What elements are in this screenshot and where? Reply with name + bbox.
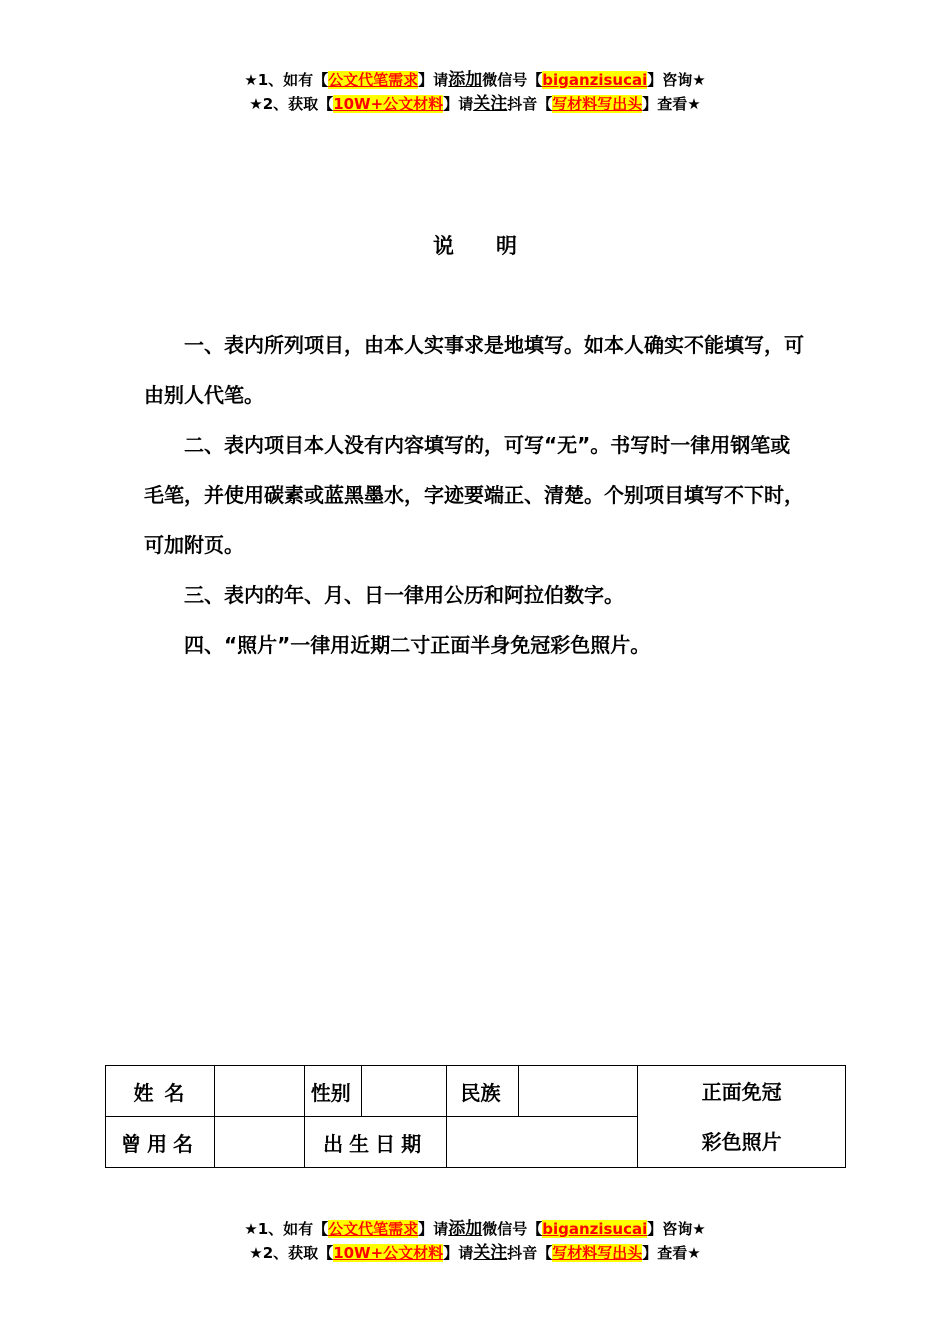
- banner-highlight: 10W+公文材料: [333, 95, 444, 113]
- banner-highlight: biganzisucai: [542, 1220, 648, 1238]
- name-label: 姓 名: [106, 1066, 215, 1117]
- banner-underline: 关注: [473, 94, 508, 114]
- banner-text: 抖音【: [507, 1244, 553, 1262]
- bottom-banner: [0, 1217, 950, 1265]
- birth-date-label: 出生日期: [304, 1117, 446, 1168]
- banner-line-1: [0, 68, 950, 92]
- photo-label-line-1: 正面免冠: [701, 1079, 782, 1104]
- banner-highlight: 写材料写出头: [552, 95, 643, 113]
- banner-text: 】查看★: [642, 95, 701, 113]
- banner-text: 】查看★: [642, 1244, 701, 1262]
- photo-label-line-2: 彩色照片: [701, 1129, 782, 1154]
- banner-highlight: 10W+公文材料: [333, 1244, 444, 1262]
- ethnicity-label: 民族: [446, 1066, 519, 1117]
- name-field[interactable]: [214, 1066, 304, 1117]
- instructions: [144, 320, 808, 670]
- banner-highlight: 写材料写出头: [552, 1244, 643, 1262]
- banner-text: ★2、获取【: [249, 95, 334, 113]
- banner-text: 】请: [443, 1244, 474, 1262]
- banner-text: 】请: [443, 95, 474, 113]
- former-name-field[interactable]: [214, 1117, 304, 1168]
- instruction-paragraph: 三、表内的年、月、日一律用公历和阿拉伯数字。: [184, 583, 624, 607]
- page-title: 说明: [433, 234, 559, 258]
- banner-highlight: 公文代笔需求: [328, 1220, 419, 1238]
- banner-line-1: [0, 1217, 950, 1241]
- birth-date-field[interactable]: [446, 1117, 638, 1168]
- former-name-label: 曾用名: [106, 1117, 215, 1168]
- banner-text: 微信号【: [482, 1220, 543, 1238]
- banner-text: 】咨询★: [647, 71, 706, 89]
- banner-text: 微信号【: [482, 71, 543, 89]
- banner-text: 】请: [418, 71, 449, 89]
- photo-box[interactable]: [638, 1066, 846, 1168]
- banner-line-2: [0, 1241, 950, 1265]
- banner-text: 抖音【: [507, 95, 553, 113]
- banner-text: ★1、如有【: [244, 1220, 329, 1238]
- banner-line-2: [0, 92, 950, 116]
- banner-highlight: biganzisucai: [542, 71, 648, 89]
- banner-text: 】咨询★: [647, 1220, 706, 1238]
- instruction-paragraph: 四、“照片”一律用近期二寸正面半身免冠彩色照片。: [184, 633, 651, 657]
- instruction-paragraph: 二、表内项目本人没有内容填写的，可写“无”。书写时一律用钢笔或毛笔，并使用碳素或蓝黑墨水，字迹要端正、清楚。个别项目填写不下时，可加附页。: [144, 433, 804, 557]
- banner-underline: 添加: [448, 1219, 483, 1239]
- banner-text: 】请: [418, 1220, 449, 1238]
- banner-highlight: 公文代笔需求: [328, 71, 419, 89]
- ethnicity-field[interactable]: [519, 1066, 638, 1117]
- gender-label: 性别: [304, 1066, 361, 1117]
- banner-text: ★2、获取【: [249, 1244, 334, 1262]
- banner-underline: 添加: [448, 70, 483, 90]
- personal-info-table: [105, 1065, 846, 1168]
- gender-field[interactable]: [361, 1066, 446, 1117]
- banner-underline: 关注: [473, 1243, 508, 1263]
- top-banner: [0, 68, 950, 116]
- banner-text: ★1、如有【: [244, 71, 329, 89]
- instruction-paragraph: 一、表内所列项目，由本人实事求是地填写。如本人确实不能填写，可由别人代笔。: [144, 333, 804, 407]
